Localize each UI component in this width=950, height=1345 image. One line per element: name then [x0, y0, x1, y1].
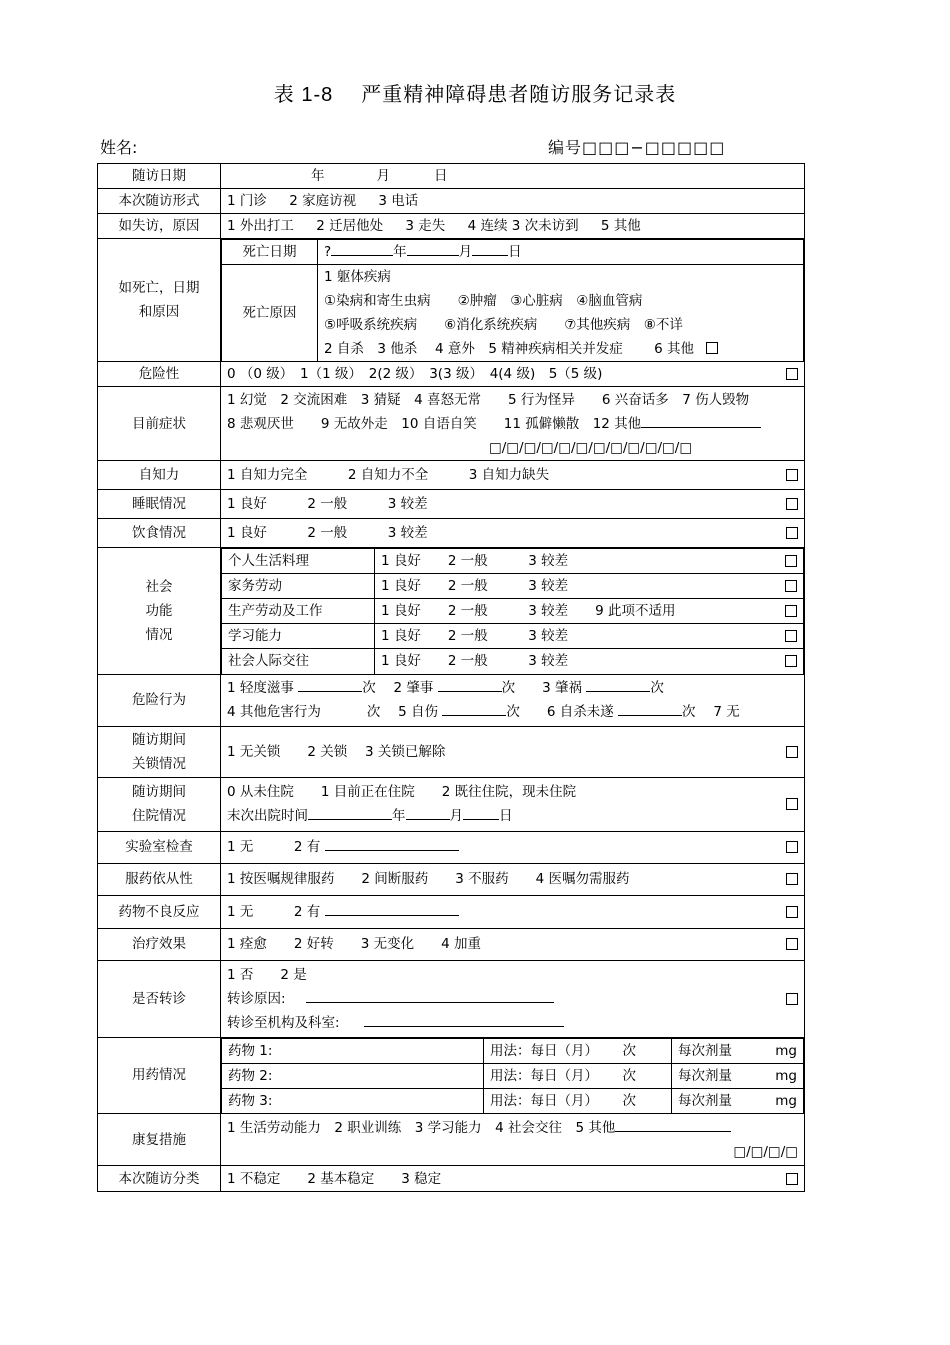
- lost-reason-label: 如失访，原因: [98, 214, 221, 239]
- symptoms-line: 8 悲观厌世 9 无故外走 10 自语自笑 11 孤僻懒散 12 其他: [227, 415, 642, 432]
- checkbox[interactable]: [785, 655, 797, 667]
- death-label-line1: 如死亡，日期: [118, 280, 200, 296]
- form-title: [0, 78, 950, 107]
- checkbox[interactable]: [785, 580, 797, 592]
- table-row: [98, 895, 805, 928]
- table-row: [98, 831, 805, 863]
- symptoms-checkboxes[interactable]: □/□/□/□/□/□/□/□/□/□/□/□: [489, 439, 693, 456]
- social-item-text: 1 良好 2 一般 3 较差: [381, 653, 569, 670]
- table-row: [98, 490, 805, 519]
- effect-text: 1 痊愈 2 好转 3 无变化 4 加重: [227, 936, 482, 952]
- rehab-line: 1 生活劳动能力 2 职业训练 3 学习能力 4 社会交往 5 其他: [227, 1119, 616, 1136]
- classification-label: 本次随访分类: [98, 1166, 221, 1192]
- table-row: [98, 189, 805, 214]
- cause-line: 2 自杀 3 他杀 4 意外 5 精神疾病相关并发症 6 其他: [324, 341, 694, 357]
- hospital-fields[interactable]: [221, 777, 805, 831]
- drug-usage[interactable]: 用法：每日（月） 次: [484, 1038, 672, 1063]
- danger-text: 次 2 肇事: [362, 680, 434, 696]
- table-row: [98, 777, 805, 831]
- table-row: [98, 239, 805, 362]
- checkbox[interactable]: [786, 469, 798, 481]
- code-field[interactable]: 编号□□□−□□□□□: [548, 138, 726, 157]
- diet-options[interactable]: [221, 519, 805, 548]
- death-label: [98, 239, 221, 362]
- name-field[interactable]: 姓名:: [100, 138, 138, 157]
- lockup-options[interactable]: [221, 726, 805, 777]
- classification-options[interactable]: [221, 1166, 805, 1192]
- death-date-label: 死亡日期: [222, 240, 318, 265]
- danger-text: 次: [650, 680, 664, 696]
- dose-label: 每次剂量: [678, 1092, 732, 1109]
- option-phone[interactable]: 3 电话: [378, 193, 419, 209]
- danger-text: 次 6 自杀未遂: [506, 704, 614, 720]
- table-row: [98, 362, 805, 387]
- dose-unit: mg: [775, 1067, 797, 1084]
- checkbox[interactable]: [785, 555, 797, 567]
- month-label: 月: [449, 808, 463, 824]
- checkbox[interactable]: [786, 873, 798, 885]
- table-row: [98, 548, 805, 675]
- month-label: 月: [376, 168, 390, 184]
- compliance-options[interactable]: [221, 863, 805, 895]
- social-item-name: 社会人际交往: [222, 649, 375, 674]
- option-other[interactable]: 5 其他: [600, 218, 641, 234]
- symptoms-options[interactable]: [221, 387, 805, 461]
- followup-form-table: [97, 163, 805, 1192]
- referral-dest-label: 转诊至机构及科室:: [227, 1014, 340, 1031]
- diet-text: 1 良好 2 一般 3 较差: [227, 525, 428, 541]
- hospital-line: 0 从未住院 1 目前正在住院 2 既往住院，现未住院: [227, 784, 577, 800]
- option-outpatient[interactable]: 1 门诊: [227, 193, 267, 209]
- social-label: [98, 548, 221, 675]
- danger-text: 次 7 无: [682, 704, 740, 720]
- table-row: [98, 726, 805, 777]
- month-label: 月: [458, 244, 473, 260]
- lockup-label-line: 随访期间: [132, 731, 186, 748]
- checkbox[interactable]: [786, 993, 798, 1005]
- social-item-text: 1 良好 2 一般 3 较差 9 此项不适用: [381, 603, 676, 619]
- checkbox[interactable]: [785, 605, 797, 617]
- checkbox[interactable]: [706, 342, 718, 354]
- death-section: [221, 239, 805, 362]
- checkbox[interactable]: [786, 906, 798, 918]
- checkbox[interactable]: [785, 630, 797, 642]
- referral-line: 1 否 2 是: [227, 966, 307, 983]
- dose-label: 每次剂量: [678, 1042, 732, 1059]
- lab-text: 1 无 2 有: [227, 839, 321, 855]
- classification-text: 1 不稳定 2 基本稳定 3 稳定: [227, 1170, 442, 1187]
- day-label: 日: [508, 244, 522, 260]
- hospital-label-line: 随访期间: [132, 784, 186, 800]
- title-text: 严重精神障碍患者随访服务记录表: [361, 82, 677, 106]
- table-row: [98, 1166, 805, 1192]
- cause-line: ⑤呼吸系统疾病 ⑥消化系统疾病 ⑦其他疾病 ⑧不详: [324, 317, 683, 333]
- checkbox[interactable]: [786, 368, 798, 380]
- social-item-options[interactable]: [375, 574, 804, 599]
- social-item-name: 家务劳动: [222, 574, 375, 599]
- option-home-visit[interactable]: 2 家庭访视: [289, 193, 357, 209]
- drug-usage[interactable]: 用法：每日（月） 次: [484, 1088, 672, 1113]
- table-row: [98, 674, 805, 726]
- sleep-label: 睡眠情况: [98, 490, 221, 519]
- medication-section: [221, 1037, 805, 1114]
- day-label: 日: [434, 168, 448, 184]
- table-row: [98, 387, 805, 461]
- checkbox[interactable]: [786, 746, 798, 758]
- death-cause-options[interactable]: [318, 265, 804, 362]
- year-label: 年: [311, 168, 325, 184]
- drug-dose[interactable]: [672, 1088, 804, 1113]
- social-label-line: 情况: [145, 626, 173, 643]
- death-date-field[interactable]: [318, 240, 804, 265]
- visit-form-options[interactable]: [221, 189, 805, 214]
- social-item-name: 学习能力: [222, 624, 375, 649]
- symptoms-line: 1 幻觉 2 交流困难 3 猜疑 4 喜怒无常 5 行为怪异 6 兴奋话多 7 伤人毁物: [227, 391, 750, 408]
- table-number: 表 1-8: [273, 84, 334, 106]
- table-row: [98, 928, 805, 960]
- lockup-label: [98, 726, 221, 777]
- medication-label: 用药情况: [98, 1037, 221, 1114]
- checkbox[interactable]: [786, 841, 798, 853]
- insight-label: 自知力: [98, 461, 221, 490]
- checkbox[interactable]: [786, 798, 798, 810]
- lost-reason-options[interactable]: [221, 214, 805, 239]
- social-item-text: 1 良好 2 一般 3 较差: [381, 553, 569, 569]
- compliance-text: 1 按医嘱规律服药 2 间断服药 3 不服药 4 医嘱勿需服药: [227, 871, 630, 887]
- symptoms-label: 目前症状: [98, 387, 221, 461]
- referral-label: 是否转诊: [98, 960, 221, 1037]
- checkbox[interactable]: [786, 938, 798, 950]
- danger-text: 1 轻度滋事: [227, 680, 294, 696]
- option-not-reached[interactable]: 4 连续 3 次未访到: [467, 218, 579, 234]
- drug-dose[interactable]: [672, 1063, 804, 1088]
- insight-options[interactable]: [221, 461, 805, 490]
- visit-form-label: 本次随访形式: [98, 189, 221, 214]
- dose-unit: mg: [775, 1092, 797, 1109]
- danger-behavior-label: 危险行为: [98, 674, 221, 726]
- danger-text: 次 5 自伤: [366, 704, 439, 720]
- rehab-checkboxes[interactable]: □/□/□/□: [733, 1143, 798, 1160]
- risk-options[interactable]: [221, 362, 805, 387]
- social-item-text: 1 良好 2 一般 3 较差: [381, 628, 569, 644]
- drug-name[interactable]: 药物 2:: [222, 1063, 484, 1088]
- table-row: [98, 164, 805, 189]
- referral-fields[interactable]: [221, 960, 805, 1037]
- lockup-text: 1 无关锁 2 关锁 3 关锁已解除: [227, 743, 446, 760]
- option-missing[interactable]: 3 走失: [405, 218, 446, 234]
- option-moved[interactable]: 2 迁居他处: [316, 218, 384, 234]
- hospital-label: [98, 777, 221, 831]
- dose-unit: mg: [775, 1042, 797, 1059]
- social-section: [221, 548, 805, 675]
- compliance-label: 服药依从性: [98, 863, 221, 895]
- hospital-label-line: 住院情况: [132, 808, 186, 824]
- year-label: 年: [392, 808, 406, 824]
- table-row: [98, 519, 805, 548]
- social-item-options[interactable]: [375, 649, 804, 674]
- option-work-away[interactable]: 1 外出打工: [227, 218, 294, 234]
- diet-label: 饮食情况: [98, 519, 221, 548]
- social-item-options[interactable]: [375, 549, 804, 574]
- adverse-label: 药物不良反应: [98, 895, 221, 928]
- adverse-text: 1 无 2 有: [227, 903, 321, 920]
- visit-date-label: 随访日期: [98, 164, 221, 189]
- risk-label: 危险性: [98, 362, 221, 387]
- table-row: [98, 1037, 805, 1114]
- day-label: 日: [499, 808, 513, 824]
- adverse-options[interactable]: [221, 895, 805, 928]
- social-item-options[interactable]: [375, 624, 804, 649]
- death-cause-label: 死亡原因: [222, 265, 318, 362]
- drug-dose[interactable]: [672, 1038, 804, 1063]
- table-row: [98, 863, 805, 895]
- lab-label: 实验室检查: [98, 831, 221, 863]
- lab-options[interactable]: [221, 831, 805, 863]
- drug-name[interactable]: 药物 1:: [222, 1038, 484, 1063]
- sleep-text: 1 良好 2 一般 3 较差: [227, 496, 428, 512]
- social-item-options[interactable]: [375, 599, 804, 624]
- risk-text: 0 （0 级） 1（1 级） 2(2 级） 3(3 级） 4(4 级) 5（5 级): [227, 366, 603, 382]
- dose-label: 每次剂量: [678, 1067, 732, 1084]
- danger-text: 4 其他危害行为: [227, 704, 321, 720]
- danger-behavior-fields[interactable]: [221, 674, 805, 726]
- referral-reason-label: 转诊原因:: [227, 990, 286, 1007]
- checkbox[interactable]: [786, 498, 798, 510]
- social-item-name: 个人生活料理: [222, 549, 375, 574]
- sleep-options[interactable]: [221, 490, 805, 519]
- death-label-line2: 和原因: [138, 304, 180, 320]
- drug-name[interactable]: 药物 3:: [222, 1088, 484, 1113]
- checkbox[interactable]: [786, 1173, 798, 1185]
- social-label-line: 社会: [145, 578, 173, 595]
- rehab-label: 康复措施: [98, 1114, 221, 1166]
- checkbox[interactable]: [786, 527, 798, 539]
- table-row: [98, 960, 805, 1037]
- table-row: [98, 1114, 805, 1166]
- lockup-label-line: 关锁情况: [132, 755, 186, 772]
- danger-text: 次 3 肇祸: [501, 680, 583, 696]
- social-label-line: 功能: [145, 602, 173, 619]
- cause-line: ①染病和寄生虫病 ②肿瘤 ③心脏病 ④脑血管病: [324, 293, 643, 309]
- effect-label: 治疗效果: [98, 928, 221, 960]
- social-item-name: 生产劳动及工作: [222, 599, 375, 624]
- year-label: 年: [393, 244, 407, 260]
- rehab-options[interactable]: [221, 1114, 805, 1166]
- effect-options[interactable]: [221, 928, 805, 960]
- social-item-text: 1 良好 2 一般 3 较差: [381, 578, 569, 594]
- table-row: [98, 461, 805, 490]
- insight-text: 1 自知力完全 2 自知力不全 3 自知力缺失: [227, 467, 550, 483]
- table-row: [98, 214, 805, 239]
- death-date-prefix: ?: [324, 244, 332, 260]
- visit-date-field[interactable]: [221, 164, 805, 189]
- drug-usage[interactable]: 用法：每日（月） 次: [484, 1063, 672, 1088]
- cause-line: 1 躯体疾病: [324, 269, 391, 285]
- discharge-label: 末次出院时间: [227, 808, 308, 824]
